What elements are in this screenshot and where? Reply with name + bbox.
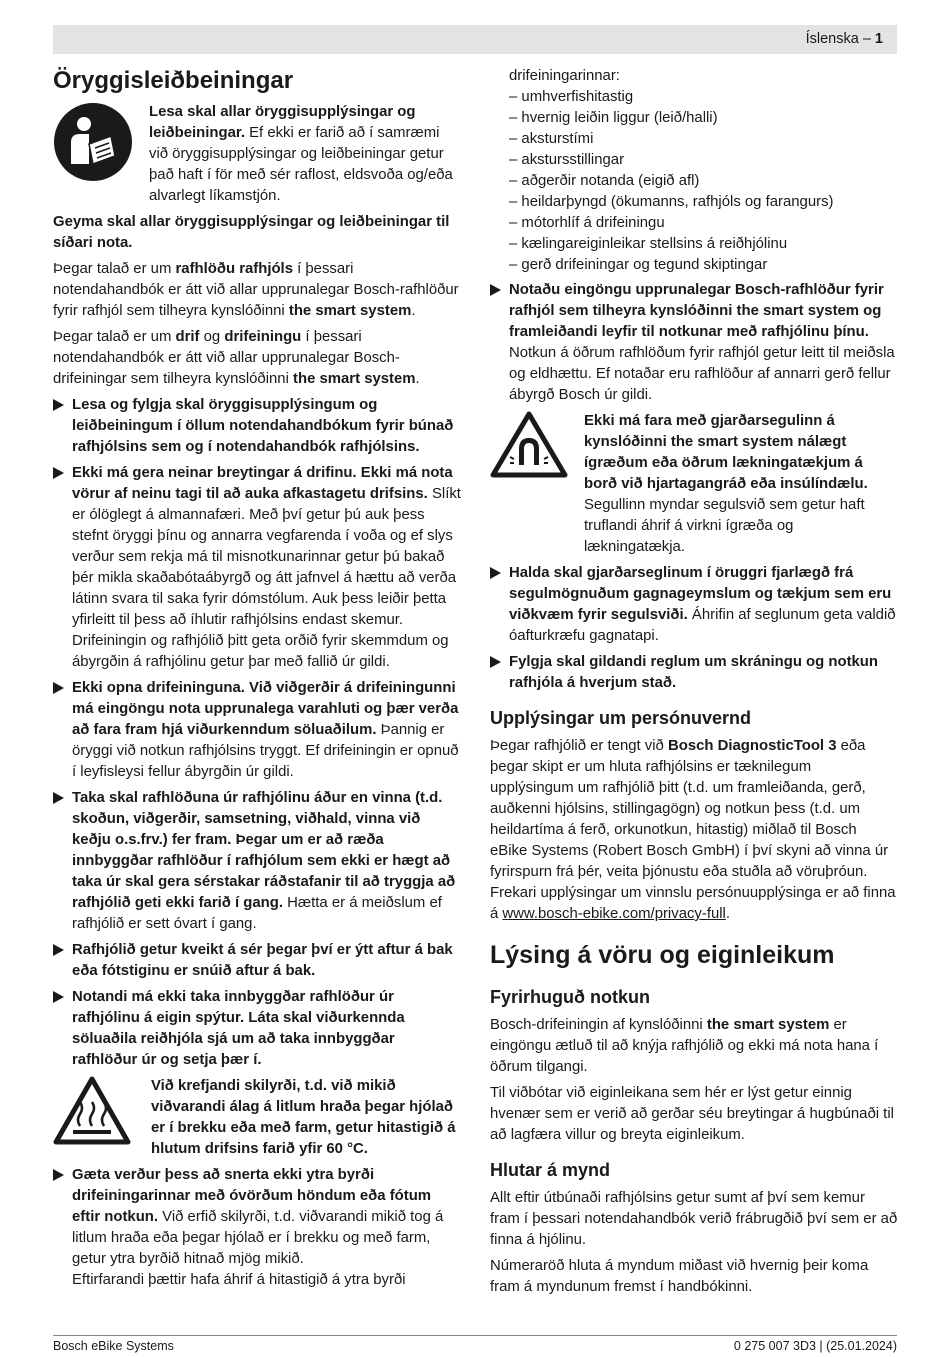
parts-text-1: Allt eftir útbúnaði rafhjólsins getur sumt af því sem kemur fram í þessari notendahandbók verið frábrugðið því sem er að finna á hjólinu. — [490, 1190, 898, 1248]
right-column — [490, 66, 898, 1303]
parts-heading: Hlutar á mynd — [490, 1160, 611, 1180]
intended-use-text: Bosch-drifeiningin af kynslóðinni the smart system er eingöngu ætluð til að knýja rafhjólið og ekki má nota hana í öðrum tilgangi. — [490, 1017, 879, 1075]
magnet-warning-text: Segullinn myndar segulsvið sem getur haft truflandi áhrif á virkni ígræða og lækningatækja. — [584, 497, 865, 555]
bullet-item: Notaðu eingöngu upprunalegar Bosch-rafhlöður fyrir rafhjól sem tilheyra kynslóðinni the smart system og framleiðandi leyfir til notkunar með rafhjólinu þínu. Notkun á öðrum rafhlöðum fyrir rafhjól getur leitt til meiðsla og eldhættu. Ef notaðar eru rafhlöður af annarri gerð fellur ábyrgð Bosch úr gildi. — [490, 280, 898, 406]
magnet-warning-icon — [490, 411, 568, 558]
magnet-warning-block — [490, 411, 898, 558]
page-number: 1 — [874, 31, 883, 47]
read-instructions-bold: Lesa skal allar öryggisupplýsingar og leiðbeiningar. — [149, 104, 416, 141]
page-header — [53, 25, 897, 54]
privacy-link[interactable]: www.bosch-ebike.com/privacy-full — [502, 906, 726, 922]
bullet-item: Notandi má ekki taka innbyggðar rafhlöður úr rafhjólinu á eigin spýtur. Láta skal viðurkennda söluaðila reiðhjóla sjá um að taka innbyggðar rafhlöður úr og setja þær í. — [53, 987, 461, 1071]
factor-item: – heildarþyngd (ökumanns, rafhjóls og farangurs) — [509, 194, 834, 210]
bullet-item: Rafhjólið getur kveikt á sér þegar því er ýtt aftur á bak eða fótstiginu er snúið aftur á bak. — [53, 940, 461, 982]
bullet-triangle-icon — [490, 656, 501, 668]
intended-use-heading: Fyrirhuguð notkun — [490, 987, 650, 1007]
factor-item: – hvernig leiðin liggur (leið/halli) — [509, 110, 718, 126]
read-manual-icon — [53, 102, 133, 207]
battery-definition: Þegar talað er um rafhlöðu rafhjóls í þessari notendahandbók er átt við allar upprunalegar Bosch-rafhlöður fyrir rafhjól sem tilheyra kynslóðinni the smart system. — [53, 261, 459, 319]
bullet-triangle-icon — [53, 1169, 64, 1181]
bullet-triangle-icon — [53, 792, 64, 804]
privacy-text: Þegar rafhjólið er tengt við Bosch DiagnosticTool 3 eða þegar skipt er um hluta rafhjólsins er tæknilegum upplýsingum um rafhjólið þitt (t.d. um framleiðanda, gerð, auðkenni hjólsins, stillingagögn) og notkun þess (t.d. um heildartíma á ferð, orkunotkun, hitastig) miðlað til Bosch eBike Systems (Robert Bosch GmbH) í því skyni að vinna úr fyrirspurn frá þér, veita þjónustu eða stuðla að vöruþróun. Frekari upplýsingar um vinnslu persónuupplýsinga er að finna á www.bosch-ebike.com/privacy-full. — [490, 738, 896, 922]
read-manual-block — [53, 102, 461, 207]
factor-item: – akstursstillingar — [509, 152, 625, 168]
hot-surface-text: Við krefjandi skilyrði, t.d. við mikið viðvarandi álag á litlum hraða þegar hjólað er í brekku eða með farm, getur hitastigið á hlutum drifsins farið yfir 60 °C. — [151, 1078, 456, 1157]
privacy-heading: Upplýsingar um persónuvernd — [490, 708, 752, 728]
temperature-factors: drifeiningarinnar: – umhverfishitastig – hvernig leiðin liggur (leið/halli) – aksturstími – akstursstillingar – aðgerðir notanda (eigið afl) – heildarþyngd (ökumanns, rafhjóls og farangurs) – mótorhlíf á drifeiningu – kælingareiginleikar stellsins á reiðhjólinu – gerð drifeiningar og tegund skiptingar — [490, 66, 898, 276]
hot-surface-block — [53, 1076, 461, 1160]
read-instructions-text: Ef ekki er farið að í samræmi við öryggisupplýsingar og leiðbeiningar getur það haft í för með sér raflost, eldsvoða og/eða alvarlegt líkamstjón. — [149, 125, 453, 204]
factor-item: – aðgerðir notanda (eigið afl) — [509, 173, 700, 189]
bullet-triangle-icon — [53, 467, 64, 479]
bullet-triangle-icon — [53, 399, 64, 411]
factor-item: – kælingareiginleikar stellsins á reiðhjólinu — [509, 236, 788, 252]
bullet-item: Ekki opna drifeininguna. Við viðgerðir á drifeiningunni má eingöngu nota upprunalega varahluti og þær verða að fara fram hjá viðurkenndum söluaðilum. Þannig er öryggi við notkun rafhjólsins tryggt. Ef drifeiningin er opnuð í leyfisleysi fellur ábyrgðin úr gildi. — [53, 678, 461, 783]
bullet-item: Fylgja skal gildandi reglum um skráningu og notkun rafhjóla á hverjum stað. — [490, 652, 898, 694]
software-updates-text: Til viðbótar við eiginleikana sem hér er lýst getur einnig hvenær sem er verið að gerðar séu breytingar á hugbúnaði til að lagfæra villur og breyta eiginleikum. — [490, 1085, 894, 1143]
factor-item: – umhverfishitastig — [509, 89, 634, 105]
left-column — [53, 66, 461, 1296]
factor-item: – aksturstími — [509, 131, 594, 147]
bullet-item: Lesa og fylgja skal öryggisupplýsingum og leiðbeiningum í öllum notendahandbókum fyrir búnað rafhjólsins sem og í notendahandbók rafhjólsins. — [53, 395, 461, 458]
bullet-triangle-icon — [53, 991, 64, 1003]
factor-item: – gerð drifeiningar og tegund skiptingar — [509, 257, 768, 273]
header-text — [806, 31, 883, 47]
bullet-triangle-icon — [53, 682, 64, 694]
factor-item: – mótorhlíf á drifeiningu — [509, 215, 665, 231]
parts-text-2: Númeraröð hluta á myndum miðast við hvernig þeir koma fram á myndunum fremst í handbókinni. — [490, 1258, 869, 1295]
hot-surface-warning-icon — [53, 1076, 131, 1160]
safety-title: Öryggisleiðbeiningar — [53, 67, 294, 94]
bullet-triangle-icon — [490, 284, 501, 296]
page-footer — [53, 1335, 897, 1353]
footer-company: Bosch eBike Systems — [53, 1339, 174, 1353]
footer-doc-number: 0 275 007 3D3 | (25.01.2024) — [733, 1339, 897, 1353]
header-language: Íslenska — [805, 31, 859, 47]
magnet-warning-bold: Ekki má fara með gjarðarsegulinn á kynslóðinni the smart system nálægt ígræðum eða öðrum lækningatækjum á borð við hjartagangráð eða insúlíndælu. — [584, 413, 868, 492]
bullet-item: Halda skal gjarðarseglinum í öruggri fjarlægð frá segulmögnuðum gagnageymslum og tækjum sem eru viðkvæm fyrir segulsviði. Áhrifin af seglunum geta valdið óafturkræfu gagnatapi. — [490, 563, 898, 647]
header-separator: – — [858, 31, 875, 47]
product-heading: Lýsing á vöru og eiginleikum — [490, 941, 835, 969]
bullet-item: Taka skal rafhlöðuna úr rafhjólinu áður en vinna (t.d. skoðun, viðgerðir, samsetning, viðhald, vinna við keðju o.s.frv.) fer fram. Þegar um er að ræða innbyggðar rafhlöður í rafhjólum sem ekki er hægt að taka úr skal gera sérstakar ráðstafanir til að tryggja að rafhjólið geti ekki farið í gang. Hætta er á meiðslum ef rafhjólið er sett óvart í gang. — [53, 788, 461, 935]
bullet-triangle-icon — [490, 567, 501, 579]
drive-definition: Þegar talað er um drif og drifeiningu í þessari notendahandbók er átt við allar upprunalegar Bosch-drifeiningar sem tilheyra kynslóðinni the smart system. — [53, 329, 420, 387]
bullet-item: Gæta verður þess að snerta ekki ytra byrði drifeiningarinnar með óvörðum höndum eða fótum eftir notkun. Við erfið skilyrði, t.d. viðvarandi mikið tog á litlum hraða eða þegar hjólað er í brekku og með farm, getur ytra byrðið hitnað mjög mikið. Eftirfarandi þættir hafa áhrif á hitastigið á ytra byrði — [53, 1165, 461, 1291]
bullet-triangle-icon — [53, 944, 64, 956]
keep-instructions: Geyma skal allar öryggisupplýsingar og leiðbeiningar til síðari nota. — [53, 214, 450, 251]
bullet-item: Ekki má gera neinar breytingar á drifinu. Ekki má nota vörur af neinu tagi til að auka afkastagetu drifsins. Slíkt er ólöglegt á almannafæri. Með því getur þú auk þess stefnt öryggi þínu og annarra vegfarenda í voða og ef slys verður sem rekja má til misnotkunarinnar getur þú bakað þér mikla skaðabótaábyrgð og átt jafnvel á hættu að verða látinn svara til saka fyrir dómstólum. Auk þess leiðir þetta yfirleitt til þess að íhlutir rafhjólsins endast skemur. Drifeiningin og rafhjólið þitt geta orðið fyrir skemmdum og ábyrgðin á rafhjólinu getur þar með fallið úr gildi. — [53, 463, 461, 673]
